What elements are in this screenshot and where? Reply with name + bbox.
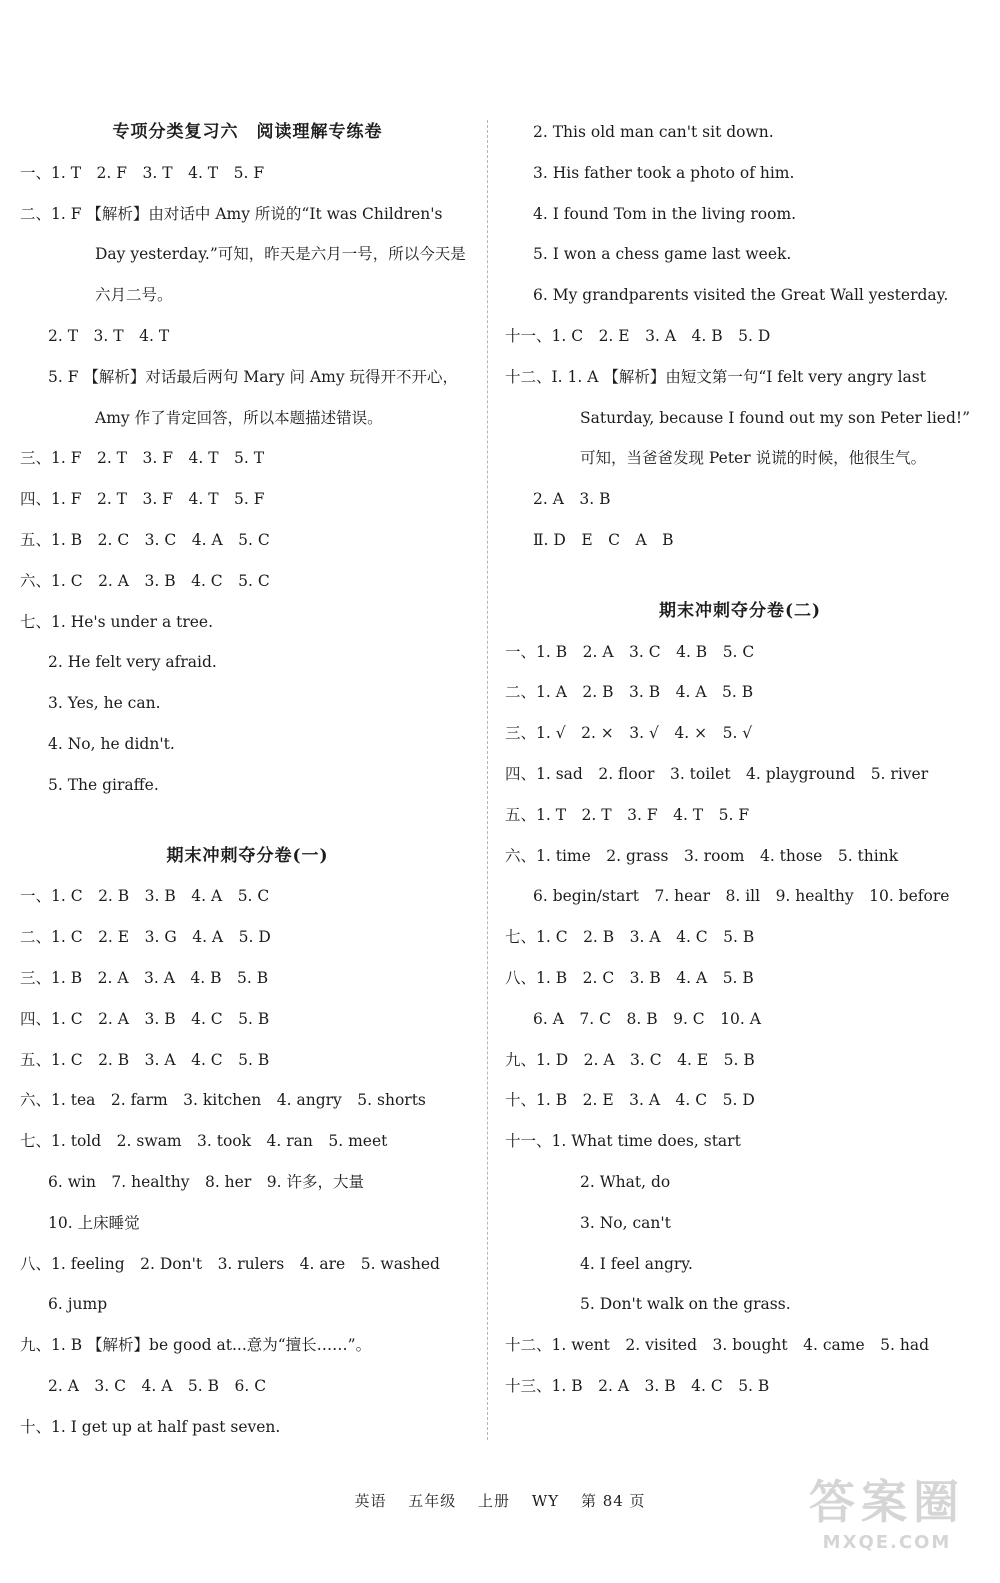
answer-line: 五、1. C 2. B 3. A 4. C 5. B (20, 1050, 270, 1069)
left-column (20, 112, 475, 1448)
answer-line: 三、1. B 2. A 3. A 4. B 5. B (20, 968, 269, 987)
answer-line: 10. 上床睡觉 (48, 1213, 140, 1232)
answer-line: 5. F 【解析】对话最后两句 Mary 问 Amy 玩得开不开心， (48, 367, 459, 386)
answer-line: 4. I feel angry. (580, 1254, 693, 1273)
answer-line: 十、1. I get up at half past seven. (20, 1417, 281, 1436)
answer-line: 3. His father took a photo of him. (533, 163, 795, 182)
answer-line: 七、1. told 2. swam 3. took 4. ran 5. meet (20, 1132, 388, 1151)
answer-line: 十二、Ⅰ. 1. A 【解析】由短文第一句“I felt very angry last (505, 367, 926, 386)
answer-line: 3. Yes, he can. (48, 694, 161, 713)
watermark-url: MXQE.COM (822, 1532, 952, 1553)
answer-line: 6. My grandparents visited the Great Wall yesterday. (533, 286, 949, 305)
answer-line: 十三、1. B 2. A 3. B 4. C 5. B (505, 1376, 770, 1395)
answer-line: 5. Don't walk on the grass. (580, 1295, 791, 1314)
footer-grade: 五年级 (408, 1492, 457, 1510)
watermark-text: 答案圈 (809, 1475, 965, 1529)
answer-line: 六月二号。 (95, 286, 173, 305)
answer-line: Amy 作了肯定回答，所以本题描述错误。 (95, 408, 383, 427)
answer-line: 十一、1. What time does, start (505, 1132, 741, 1151)
answer-line: 六、1. C 2. A 3. B 4. C 5. C (20, 571, 270, 590)
watermark-logo (802, 1466, 972, 1566)
answer-line: 二、1. C 2. E 3. G 4. A 5. D (20, 928, 271, 947)
answer-line: 2. This old man can't sit down. (533, 123, 774, 141)
footer-volume: 上册 (478, 1492, 511, 1510)
section-title: 期末冲刺夺分卷(一) (166, 845, 329, 866)
answer-line: 2. What, do (580, 1172, 671, 1191)
section-gap (505, 561, 975, 591)
answer-line: Saturday, because I found out my son Peter lied!” (580, 408, 971, 427)
answer-line: 二、1. A 2. B 3. B 4. A 5. B (505, 683, 754, 702)
answer-line: 八、1. feeling 2. Don't 3. rulers 4. are 5. washed (20, 1254, 440, 1273)
answer-line: 6. win 7. healthy 8. her 9. 许多，大量 (48, 1172, 364, 1191)
answer-line: 2. He felt very afraid. (48, 653, 217, 672)
answer-line: 六、1. tea 2. farm 3. kitchen 4. angry 5. shorts (20, 1091, 426, 1110)
answer-line: 十一、1. C 2. E 3. A 4. B 5. D (505, 326, 771, 345)
answer-line: 二、1. F 【解析】由对话中 Amy 所说的“It was Children's (20, 204, 443, 223)
answer-line: 七、1. C 2. B 3. A 4. C 5. B (505, 928, 755, 947)
answer-line: 一、1. C 2. B 3. B 4. A 5. C (20, 887, 270, 906)
answer-line: 九、1. B 【解析】be good at...意为“擅长……”。 (20, 1336, 372, 1355)
answer-line: 八、1. B 2. C 3. B 4. A 5. B (505, 968, 754, 987)
answer-line: 一、1. T 2. F 3. T 4. T 5. F (20, 163, 265, 182)
answer-line: 4. No, he didn't. (48, 734, 175, 753)
answer-line: 6. jump (48, 1295, 108, 1314)
answer-line: 四、1. sad 2. floor 3. toilet 4. playground 5. river (505, 764, 929, 783)
answer-line: 3. No, can't (580, 1213, 671, 1232)
answer-line: Day yesterday.”可知，昨天是六月一号，所以今天是 (95, 245, 466, 264)
answer-line: 四、1. F 2. T 3. F 4. T 5. F (20, 490, 265, 509)
section-title: 专项分类复习六 阅读理解专练卷 (112, 122, 383, 142)
answer-line: 一、1. B 2. A 3. C 4. B 5. C (505, 642, 755, 661)
answer-line: 六、1. time 2. grass 3. room 4. those 5. think (505, 846, 899, 865)
answer-line: 2. A 3. C 4. A 5. B 6. C (48, 1376, 267, 1395)
answer-line: 5. The giraffe. (48, 775, 159, 794)
right-column (505, 112, 975, 1407)
answer-line: 十二、1. went 2. visited 3. bought 4. came 5. had (505, 1336, 929, 1355)
answer-line: 四、1. C 2. A 3. B 4. C 5. B (20, 1009, 270, 1028)
answer-line: 2. A 3. B (533, 490, 611, 509)
answer-line: 三、1. √ 2. × 3. √ 4. × 5. √ (505, 724, 753, 743)
answer-line: 可知，当爸爸发现 Peter 说谎的时候，他很生气。 (580, 449, 927, 468)
answer-line: 九、1. D 2. A 3. C 4. E 5. B (505, 1050, 755, 1069)
answer-line: 4. I found Tom in the living room. (533, 204, 797, 223)
footer-page-number: 第 84 页 (580, 1492, 646, 1510)
column-divider (487, 120, 488, 1440)
answer-line: 5. I won a chess game last week. (533, 245, 792, 264)
footer-edition: WY (531, 1492, 560, 1510)
answer-line: 五、1. T 2. T 3. F 4. T 5. F (505, 805, 750, 824)
answer-line: 五、1. B 2. C 3. C 4. A 5. C (20, 530, 270, 549)
answer-line: Ⅱ. D E C A B (533, 530, 674, 549)
answer-line: 6. begin/start 7. hear 8. ill 9. healthy 10. before (533, 887, 950, 906)
answer-line: 十、1. B 2. E 3. A 4. C 5. D (505, 1091, 755, 1110)
answer-line: 2. T 3. T 4. T (48, 326, 170, 345)
footer-subject: 英语 (354, 1492, 387, 1510)
answer-line: 七、1. He's under a tree. (20, 612, 214, 631)
answer-line: 三、1. F 2. T 3. F 4. T 5. T (20, 449, 265, 468)
section-title: 期末冲刺夺分卷(二) (658, 600, 822, 621)
answer-line: 6. A 7. C 8. B 9. C 10. A (533, 1009, 761, 1028)
section-gap (20, 806, 475, 836)
